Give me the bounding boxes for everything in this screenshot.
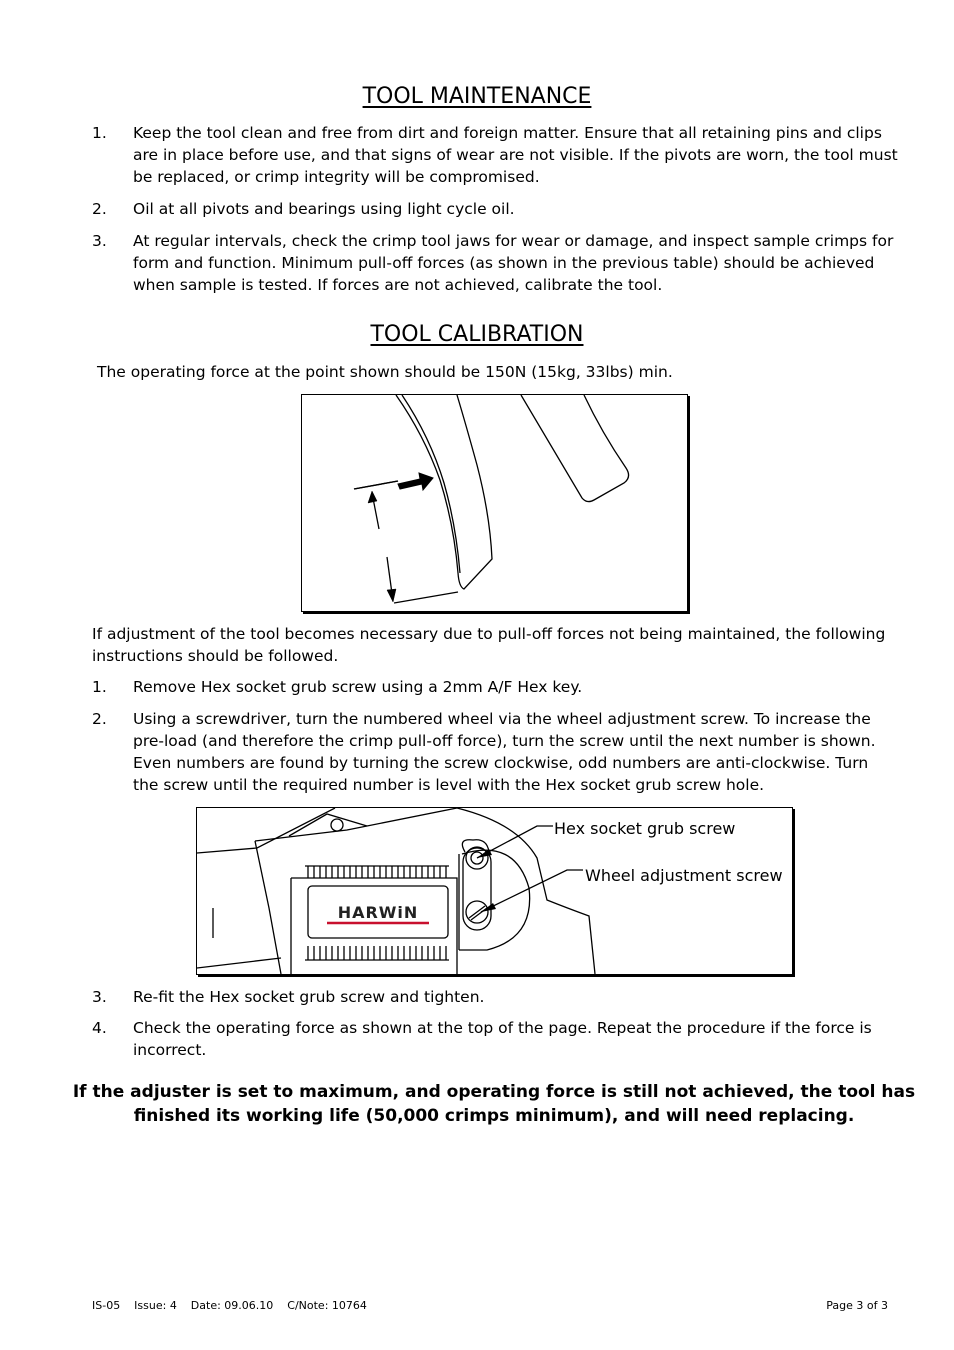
step-number: 4.	[92, 1019, 107, 1037]
operating-force-text: The operating force at the point shown should be 150N (15kg, 33lbs) min.	[97, 363, 673, 381]
calibration-title: TOOL CALIBRATION	[370, 322, 584, 347]
maintenance-item-number: 3.	[92, 232, 107, 250]
step-number: 3.	[92, 988, 107, 1006]
maintenance-item-number: 1.	[92, 124, 107, 142]
hex-socket-label: Hex socket grub screw	[554, 819, 736, 838]
end-of-life-warning: If the adjuster is set to maximum, and operating force is still not achieved, the tool has finished its working life (50,000 crimps minimum), and will need replacing.	[72, 1082, 916, 1126]
wheel-adjustment-label: Wheel adjustment screw	[585, 866, 783, 885]
maintenance-item-text: At regular intervals, check the crimp tool jaws for wear or damage, and inspect sample crimps for form and function. Minimum pull-off forces (as shown in the previous table) should be achieved when sample is tested. If forces are not achieved, calibrate the tool.	[133, 232, 894, 294]
maintenance-title: TOOL MAINTENANCE	[362, 84, 592, 109]
adjuster-drawing	[197, 808, 792, 974]
adjustment-intro-text: If adjustment of the tool becomes necessary due to pull-off forces not being maintained, the following instructions should be followed.	[92, 625, 886, 665]
step-text: Check the operating force as shown at the top of the page. Repeat the procedure if the force is incorrect.	[133, 1019, 872, 1059]
step-number: 2.	[92, 710, 107, 728]
step-number: 1.	[92, 678, 107, 696]
page-number: Page 3 of 3	[826, 1299, 888, 1312]
tool-handle-drawing	[302, 395, 687, 611]
adjuster-figure	[196, 807, 793, 975]
step-text: Remove Hex socket grub screw using a 2mm A/F Hex key.	[133, 678, 583, 696]
maintenance-item-text: Keep the tool clean and free from dirt and foreign matter. Ensure that all retaining pins and clips are in place before use, and that signs of wear are not visible. If the pivots are worn, the tool must be replaced, or crimp integrity will be compromised.	[133, 124, 898, 186]
maintenance-item-number: 2.	[92, 200, 107, 218]
operating-force-figure	[301, 394, 688, 612]
brand-logo: HARWiN	[337, 903, 419, 922]
step-text: Using a screwdriver, turn the numbered wheel via the wheel adjustment screw. To increase the pre-load (and therefore the crimp pull-off force), turn the screw until the next number is shown. Even numbers are found by turning the screw clockwise, odd numbers are anti-clockwise. Turn the screw until the required number is level with the Hex socket grub screw hole.	[133, 710, 876, 794]
document-reference: IS-05 Issue: 4 Date: 09.06.10 C/Note: 10764	[92, 1299, 367, 1312]
maintenance-item-text: Oil at all pivots and bearings using light cycle oil.	[133, 200, 515, 218]
step-text: Re-fit the Hex socket grub screw and tighten.	[133, 988, 485, 1006]
